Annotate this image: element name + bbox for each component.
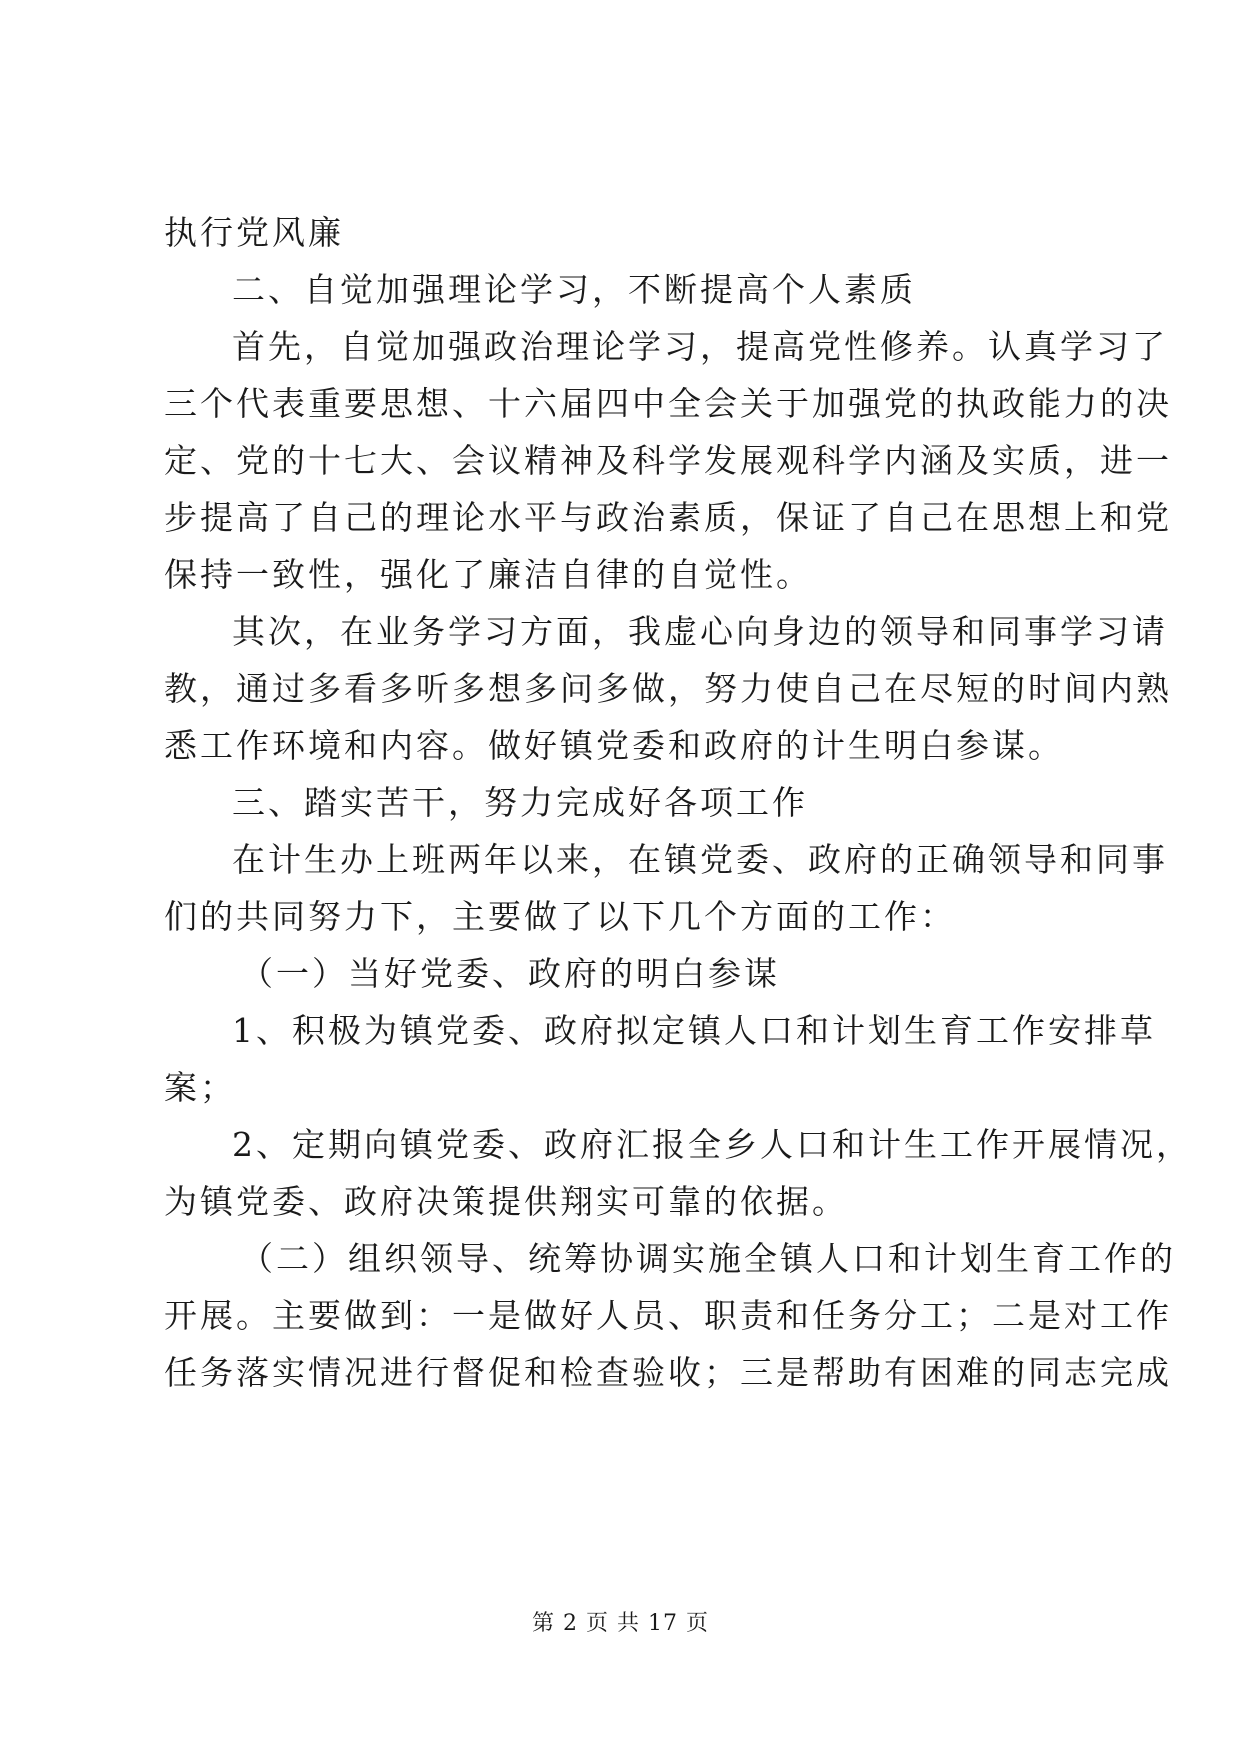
text-line-4: 三个代表重要思想、十六届四中全会关于加强党的执政能力的决 (164, 384, 1172, 423)
subheading-1: （一）当好党委、政府的明白参谋 (240, 954, 780, 993)
list-item-1-cont: 案； (164, 1068, 236, 1107)
section-heading-3: 三、踏实苦干，努力完成好各项工作 (232, 783, 808, 822)
list-item-2: 2、定期向镇党委、政府汇报全乡人口和计生工作开展情况， (232, 1125, 1192, 1164)
text-line-6: 步提高了自己的理论水平与政治素质，保证了自己在思想上和党 (164, 498, 1172, 537)
text-line-10: 悉工作环境和内容。做好镇党委和政府的计生明白参谋。 (164, 726, 1064, 765)
text-line-1: 执行党风廉 (164, 213, 344, 252)
list-item-1: 1、积极为镇党委、政府拟定镇人口和计划生育工作安排草 (232, 1011, 1156, 1050)
text-line-5: 定、党的十七大、会议精神及科学发展观科学内涵及实质，进一 (164, 441, 1172, 480)
text-line-20: 开展。主要做到：一是做好人员、职责和任务分工；二是对工作 (164, 1296, 1172, 1335)
text-line-13: 们的共同努力下，主要做了以下几个方面的工作： (164, 897, 956, 936)
list-item-2-cont: 为镇党委、政府决策提供翔实可靠的依据。 (164, 1182, 848, 1221)
text-line-3: 首先，自觉加强政治理论学习，提高党性修养。认真学习了 (232, 327, 1168, 366)
text-line-12: 在计生办上班两年以来，在镇党委、政府的正确领导和同事 (232, 840, 1168, 879)
text-line-8: 其次，在业务学习方面，我虚心向身边的领导和同事学习请 (232, 612, 1168, 651)
page-number: 第 2 页 共 17 页 (532, 1611, 709, 1636)
subheading-2: （二）组织领导、统筹协调实施全镇人口和计划生育工作的 (240, 1239, 1176, 1278)
text-line-21: 任务落实情况进行督促和检查验收；三是帮助有困难的同志完成 (164, 1353, 1172, 1392)
section-heading-2: 二、自觉加强理论学习，不断提高个人素质 (232, 270, 916, 309)
text-line-9: 教，通过多看多听多想多问多做，努力使自己在尽短的时间内熟 (164, 669, 1172, 708)
text-line-7: 保持一致性，强化了廉洁自律的自觉性。 (164, 555, 812, 594)
